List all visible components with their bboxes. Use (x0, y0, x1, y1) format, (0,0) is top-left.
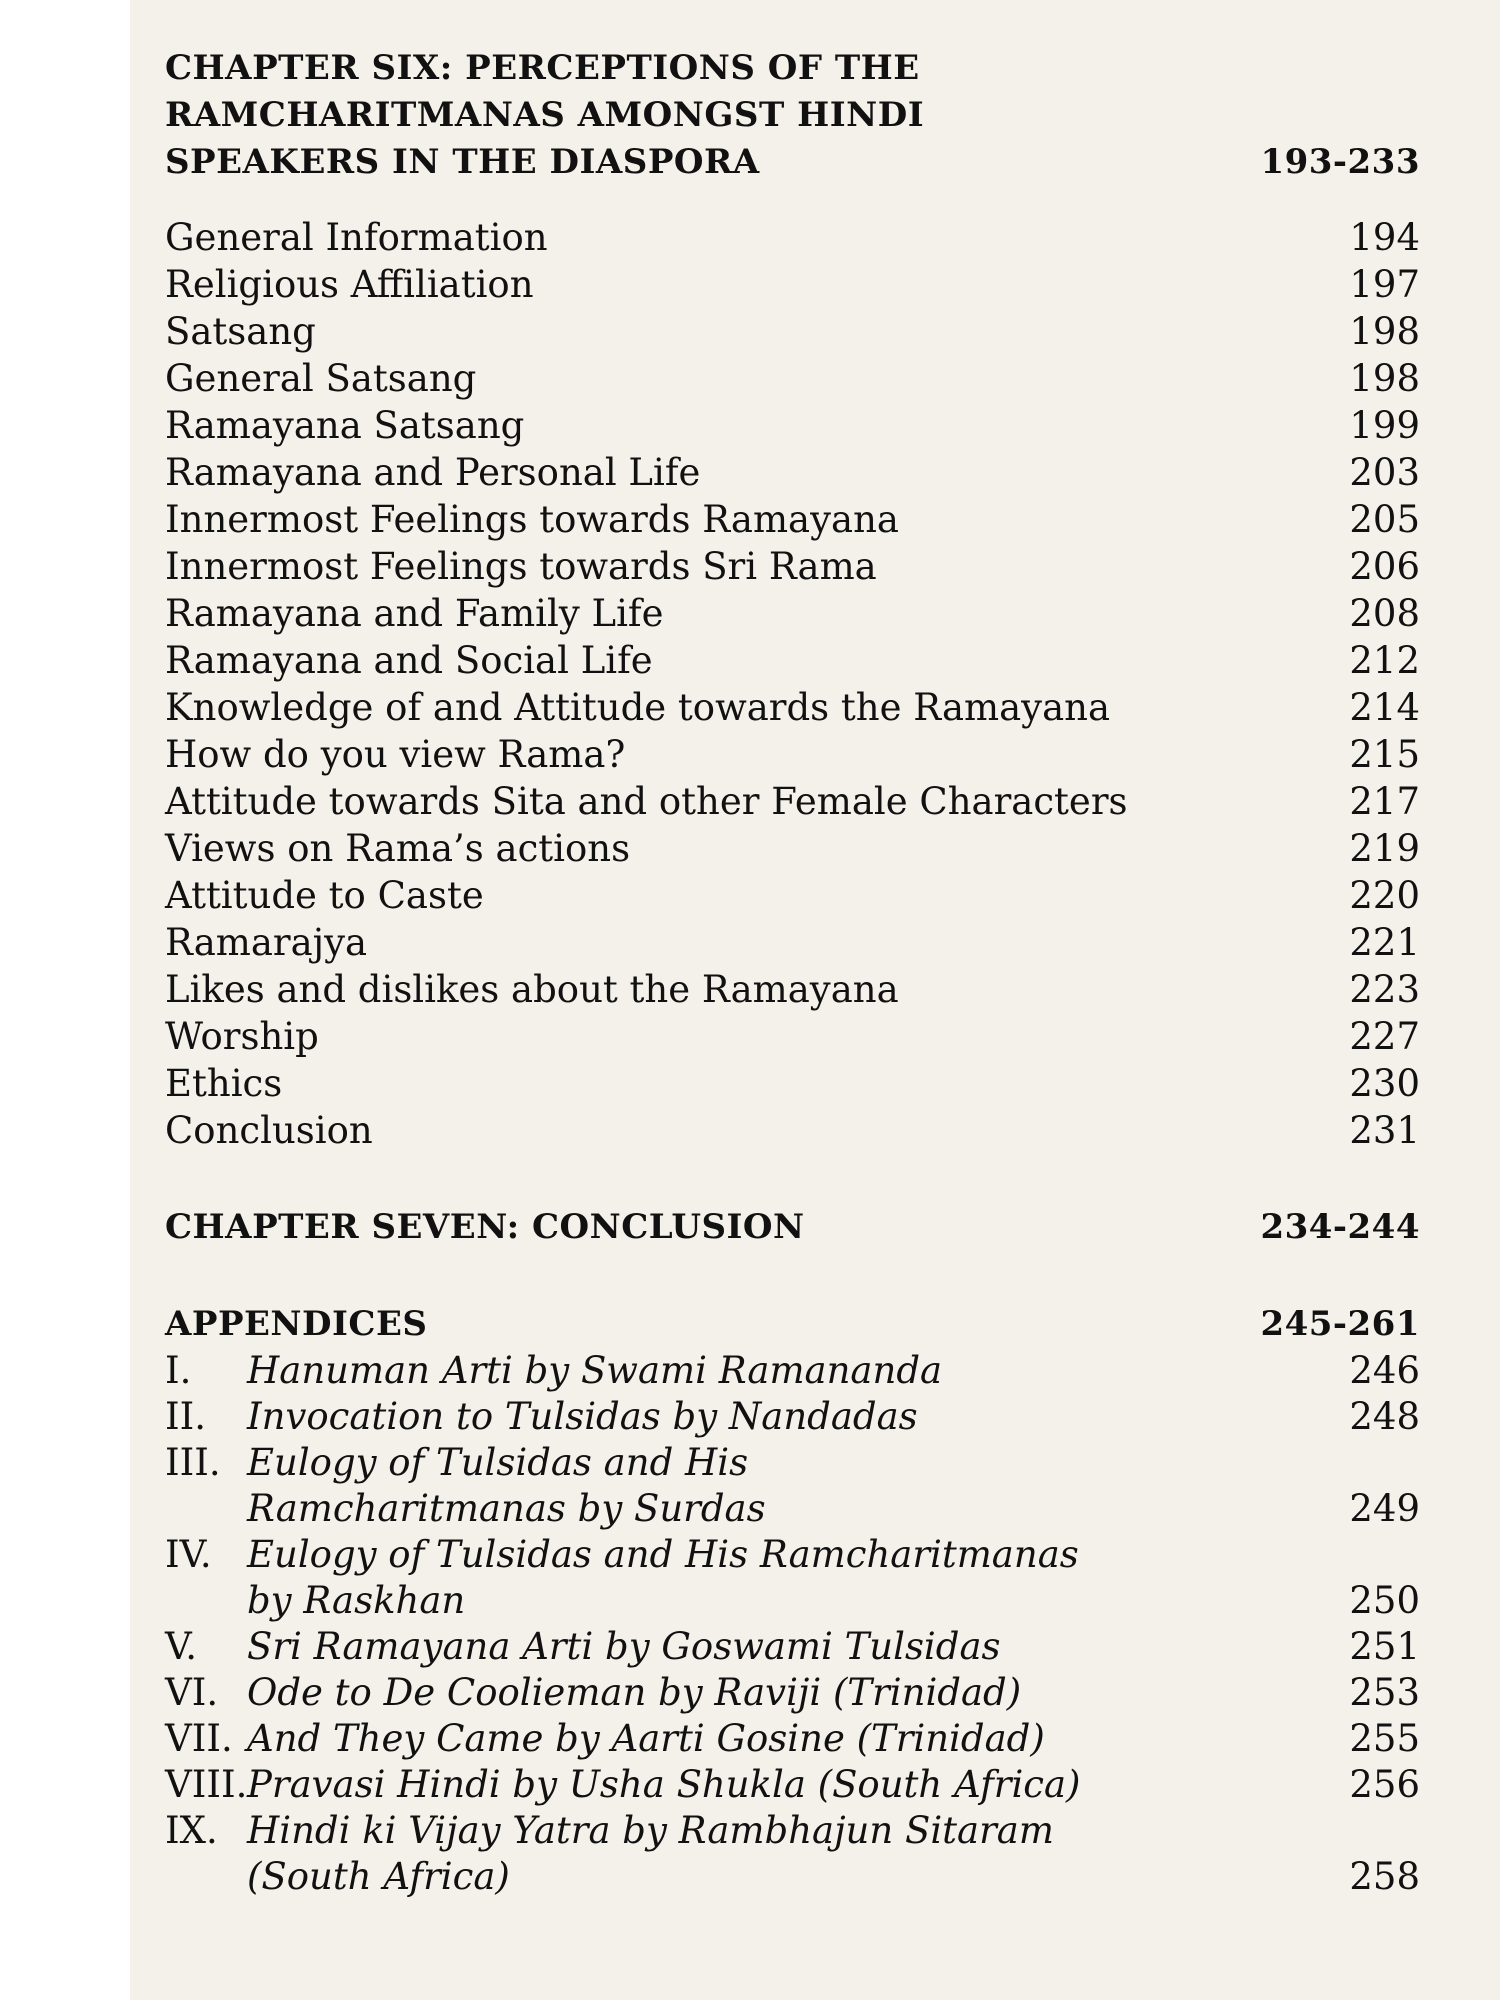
appendices-title: APPENDICES (165, 1304, 428, 1344)
entry-page: 198 (1349, 357, 1420, 400)
appendix-numeral: I. (165, 1349, 192, 1392)
toc-entry (165, 214, 1420, 261)
toc-entry (165, 543, 1420, 590)
appendix-numeral: VIII. (165, 1763, 248, 1806)
entry-page: 217 (1349, 780, 1420, 823)
entry-page: 214 (1349, 686, 1420, 729)
appendix-page: 256 (1349, 1763, 1420, 1806)
appendix-page: 248 (1349, 1395, 1420, 1438)
entry-title: Worship (165, 1015, 319, 1058)
toc-entry (165, 684, 1420, 731)
appendix-title-line1: Hanuman Arti by Swami Ramananda (247, 1349, 943, 1392)
appendix-title (247, 1348, 1320, 1394)
appendix-page: 249 (1349, 1487, 1420, 1530)
appendix-title-line1: Eulogy of Tulsidas and His Ramcharitmanas (247, 1533, 1079, 1576)
toc-entry (165, 966, 1420, 1013)
entry-page: 199 (1349, 404, 1420, 447)
toc-entry (165, 590, 1420, 637)
entry-title: Satsang (165, 310, 316, 353)
entry-title: How do you view Rama? (165, 733, 626, 776)
entry-page: 194 (1349, 216, 1420, 259)
entry-title: Religious Affiliation (165, 263, 534, 306)
appendix-page: 250 (1349, 1579, 1420, 1622)
appendix-page: 258 (1349, 1855, 1420, 1898)
entry-title: Ramayana and Social Life (165, 639, 653, 682)
table-of-contents (165, 45, 1420, 1900)
appendix-page: 246 (1349, 1349, 1420, 1392)
toc-entry (165, 637, 1420, 684)
entry-title: Attitude to Caste (165, 874, 484, 917)
toc-entry (165, 778, 1420, 825)
entry-page: 206 (1349, 545, 1420, 588)
entry-page: 219 (1349, 827, 1420, 870)
entry-title: Ramayana and Family Life (165, 592, 664, 635)
toc-entry (165, 1013, 1420, 1060)
toc-entry (165, 496, 1420, 543)
appendix-item (165, 1394, 1420, 1440)
appendix-title (247, 1762, 1320, 1808)
appendix-numeral: VI. (165, 1671, 219, 1714)
chapter-six-heading-line2: RAMCHARITMANAS AMONGST HINDI (165, 95, 925, 135)
appendix-title (247, 1394, 1320, 1440)
appendix-title-line2: by Raskhan (247, 1579, 466, 1622)
entry-title: Ramayana and Personal Life (165, 451, 701, 494)
entry-page: 208 (1349, 592, 1420, 635)
appendix-numeral: III. (165, 1441, 221, 1484)
appendix-title-line2: (South Africa) (247, 1855, 510, 1898)
entry-page: 212 (1349, 639, 1420, 682)
section-gap (165, 1251, 1420, 1301)
appendix-title-line1: Pravasi Hindi by Usha Shukla (South Africa) (247, 1763, 1081, 1806)
appendix-item (165, 1716, 1420, 1762)
appendix-item (165, 1440, 1420, 1532)
appendix-title (247, 1532, 1320, 1624)
toc-entry (165, 1060, 1420, 1107)
appendix-page: 253 (1349, 1671, 1420, 1714)
chapter-six-entries (165, 214, 1420, 1154)
chapter-six-heading-line1: CHAPTER SIX: PERCEPTIONS OF THE (165, 48, 920, 88)
entry-page: 221 (1349, 921, 1420, 964)
chapter-six-heading-line3: SPEAKERS IN THE DIASPORA (165, 142, 760, 182)
appendix-title-line1: Ode to De Coolieman by Raviji (Trinidad) (247, 1671, 1022, 1714)
appendix-title-line2: Ramcharitmanas by Surdas (247, 1487, 766, 1530)
appendices-pages: 245-261 (1260, 1304, 1420, 1344)
toc-entry (165, 825, 1420, 872)
entry-page: 220 (1349, 874, 1420, 917)
toc-entry (165, 1107, 1420, 1154)
appendix-title-line1: And They Came by Aarti Gosine (Trinidad) (247, 1717, 1045, 1760)
appendix-page: 251 (1349, 1625, 1420, 1668)
chapter-seven-title: CHAPTER SEVEN: CONCLUSION (165, 1207, 805, 1247)
entry-title: Ramarajya (165, 921, 368, 964)
appendix-item (165, 1348, 1420, 1394)
entry-title: Ethics (165, 1062, 283, 1105)
section-gap (165, 1154, 1420, 1204)
entry-page: 203 (1349, 451, 1420, 494)
appendix-item (165, 1670, 1420, 1716)
entry-title: Ramayana Satsang (165, 404, 525, 447)
appendix-title-line1: Invocation to Tulsidas by Nandadas (247, 1395, 918, 1438)
appendix-numeral: V. (165, 1625, 198, 1668)
entry-title: Conclusion (165, 1109, 373, 1152)
appendix-title (247, 1624, 1320, 1670)
appendices-heading (165, 1301, 1420, 1348)
appendix-numeral: IX. (165, 1809, 218, 1852)
entry-page: 197 (1349, 263, 1420, 306)
appendix-page: 255 (1349, 1717, 1420, 1760)
toc-entry (165, 449, 1420, 496)
toc-entry (165, 308, 1420, 355)
appendix-title (247, 1670, 1320, 1716)
appendix-numeral: II. (165, 1395, 206, 1438)
appendix-item (165, 1762, 1420, 1808)
entry-page: 231 (1349, 1109, 1420, 1152)
appendix-title (247, 1808, 1320, 1900)
chapter-six-heading (165, 45, 1420, 186)
appendix-title (247, 1716, 1320, 1762)
entry-title: General Information (165, 216, 548, 259)
entry-page: 205 (1349, 498, 1420, 541)
book-page (130, 0, 1500, 2000)
appendix-numeral: IV. (165, 1533, 212, 1576)
entry-page: 227 (1349, 1015, 1420, 1058)
toc-entry (165, 261, 1420, 308)
toc-entry (165, 402, 1420, 449)
entry-title: General Satsang (165, 357, 477, 400)
entry-title: Innermost Feelings towards Ramayana (165, 498, 899, 541)
appendix-item (165, 1532, 1420, 1624)
toc-entry (165, 872, 1420, 919)
appendix-title (247, 1440, 1320, 1532)
chapter-six-pages: 193-233 (1260, 142, 1420, 182)
entry-title: Knowledge of and Attitude towards the Ramayana (165, 686, 1111, 729)
appendix-title-line1: Eulogy of Tulsidas and His (247, 1441, 749, 1484)
entry-page: 223 (1349, 968, 1420, 1011)
entry-title: Views on Rama’s actions (165, 827, 631, 870)
entry-page: 198 (1349, 310, 1420, 353)
appendix-item (165, 1808, 1420, 1900)
entry-title: Likes and dislikes about the Ramayana (165, 968, 899, 1011)
appendix-title-line1: Sri Ramayana Arti by Goswami Tulsidas (247, 1625, 1001, 1668)
appendix-item (165, 1624, 1420, 1670)
chapter-seven-heading (165, 1204, 1420, 1251)
appendix-title-line1: Hindi ki Vijay Yatra by Rambhajun Sitaram (247, 1809, 1054, 1852)
entry-page: 230 (1349, 1062, 1420, 1105)
toc-entry (165, 355, 1420, 402)
entry-page: 215 (1349, 733, 1420, 776)
appendix-numeral: VII. (165, 1717, 233, 1760)
toc-entry (165, 731, 1420, 778)
toc-entry (165, 919, 1420, 966)
entry-title: Attitude towards Sita and other Female Characters (165, 780, 1128, 823)
chapter-seven-pages: 234-244 (1260, 1207, 1420, 1247)
entry-title: Innermost Feelings towards Sri Rama (165, 545, 877, 588)
